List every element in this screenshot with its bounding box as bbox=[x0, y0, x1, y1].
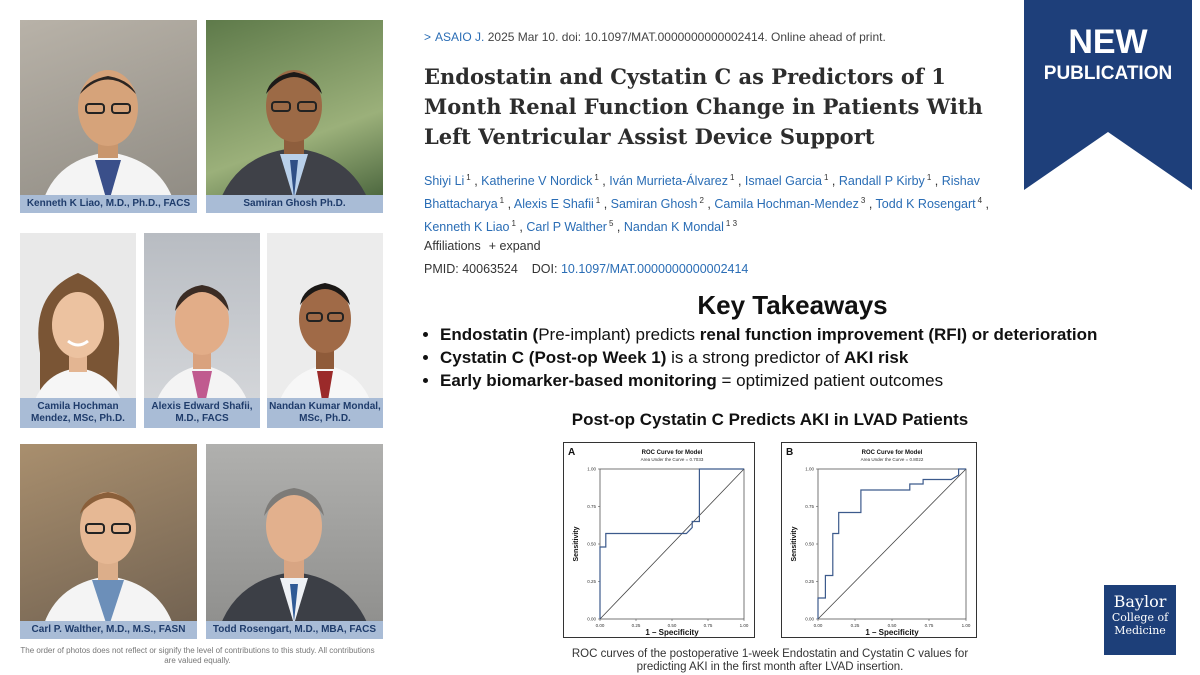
logo-line-3: Medicine bbox=[1114, 624, 1166, 637]
banner-line-new: NEW bbox=[1068, 23, 1148, 61]
pmid-label: PMID: bbox=[424, 262, 459, 276]
author-link[interactable]: Carl P Walther bbox=[526, 220, 607, 235]
portrait-samiran-ghosh bbox=[206, 20, 383, 213]
takeaway-text: is a strong predictor of bbox=[666, 348, 845, 367]
caption-samiran-ghosh: Samiran Ghosh Ph.D. bbox=[206, 195, 383, 213]
x-tick-label: 0.50 bbox=[887, 623, 897, 628]
affiliations-label: Affiliations bbox=[424, 239, 481, 253]
roc-auc-subtitle: Area Under the Curve = 0.8022 bbox=[860, 457, 924, 462]
takeaway-text: renal function improvement (RFI) or deterioration bbox=[699, 325, 1098, 344]
logo-line-2: College of bbox=[1111, 611, 1169, 624]
takeaway-text: = optimized patient outcomes bbox=[716, 371, 944, 390]
y-tick-label: 1.00 bbox=[587, 466, 596, 472]
roc-auc-subtitle: Area Under the Curve = 0.7033 bbox=[640, 457, 704, 462]
x-tick-label: 1.00 bbox=[961, 623, 971, 628]
doi-link[interactable]: 10.1097/MAT.0000000000002414 bbox=[560, 262, 749, 276]
photo-samiran-ghosh bbox=[206, 20, 383, 213]
caption-todd-rosengart: Todd Rosengart, M.D., MBA, FACS bbox=[206, 621, 383, 639]
author-affiliation-number[interactable]: 1 bbox=[594, 173, 599, 182]
author-link[interactable]: Rishav Bhattacharya bbox=[424, 174, 980, 212]
photo-kenneth-liao bbox=[20, 20, 197, 213]
figure-caption: ROC curves of the postoperative 1-week Endostatin and Cystatin C values for predicting AKI in the first month after LVAD insertion. bbox=[571, 648, 969, 673]
panel-letter: A bbox=[568, 447, 576, 458]
author-affiliation-number[interactable]: 1 bbox=[511, 219, 516, 229]
author-link[interactable]: Ismael Garcia bbox=[744, 174, 822, 189]
takeaway-item bbox=[440, 369, 1097, 392]
photo-todd-rosengart bbox=[206, 444, 383, 639]
x-axis-label: 1 – Specificity bbox=[645, 628, 699, 637]
affiliations-row bbox=[424, 239, 541, 253]
key-takeaways-list bbox=[420, 323, 1097, 392]
banner-text bbox=[1024, 22, 1192, 86]
y-tick-label: 0.75 bbox=[587, 504, 596, 509]
y-tick-label: 0.25 bbox=[805, 579, 814, 584]
photo-carl-walther bbox=[20, 444, 197, 639]
banner-line-publication: PUBLICATION bbox=[1043, 63, 1173, 84]
portrait-kenneth-liao bbox=[20, 20, 197, 213]
takeaway-text: Cystatin C (Post-op Week 1) bbox=[440, 348, 667, 367]
caption-carl-walther: Carl P. Walther, M.D., M.S., FASN bbox=[20, 621, 197, 639]
author-affiliation-number[interactable]: 1 bbox=[595, 196, 601, 206]
roc-chart-b bbox=[782, 443, 976, 637]
author-link[interactable]: Camila Hochman-Mendez bbox=[714, 197, 859, 212]
takeaway-text: Endostatin ( bbox=[440, 325, 539, 344]
reference-diagonal bbox=[818, 469, 966, 619]
caption-camila-hochman-mendez: Camila Hochman Mendez, MSc, Ph.D. bbox=[20, 398, 136, 428]
author-affiliation-number[interactable]: 1 bbox=[824, 173, 829, 182]
y-tick-label: 0.25 bbox=[587, 579, 596, 584]
photo-nandan-mondal bbox=[267, 233, 383, 428]
portrait-todd-rosengart bbox=[206, 444, 383, 639]
baylor-logo bbox=[1104, 585, 1176, 655]
author-link[interactable]: Shiyi Li bbox=[424, 174, 465, 189]
chevron-right-icon: > bbox=[424, 30, 432, 44]
y-axis-label: Sensitivity bbox=[791, 526, 798, 562]
takeaway-text: AKI risk bbox=[844, 348, 909, 367]
author-link[interactable]: Kenneth K Liao bbox=[424, 220, 510, 235]
x-tick-label: 0.25 bbox=[631, 623, 641, 628]
author-affiliation-number[interactable]: 1 3 bbox=[725, 219, 738, 229]
takeaway-item bbox=[440, 323, 1097, 346]
x-tick-label: 0.25 bbox=[850, 623, 860, 628]
caption-alexis-shafii: Alexis Edward Shafii, M.D., FACS bbox=[144, 398, 260, 428]
caption-nandan-mondal: Nandan Kumar Mondal, MSc, Ph.D. bbox=[267, 398, 383, 428]
citation-details: 2025 Mar 10. doi: 10.1097/MAT.0000000000002414. Online ahead of print. bbox=[487, 30, 886, 44]
x-axis-label: 1 – Specificity bbox=[865, 628, 919, 637]
takeaway-text: Pre-implant) predicts bbox=[538, 325, 700, 344]
y-tick-label: 0.75 bbox=[805, 504, 814, 509]
photo-order-footnote: The order of photos does not reflect or signify the level of contributions to this study. All contributions are valued equally. bbox=[20, 646, 375, 665]
doi-label: DOI: bbox=[531, 262, 558, 276]
x-tick-label: 0.50 bbox=[667, 623, 677, 628]
portrait-carl-walther bbox=[20, 444, 197, 639]
panel-letter: B bbox=[786, 447, 794, 458]
author-affiliation-number[interactable]: 3 bbox=[860, 196, 866, 206]
photo-alexis-shafii bbox=[144, 233, 260, 428]
photo-camila-hochman-mendez bbox=[20, 233, 136, 428]
roc-chart-a bbox=[564, 443, 754, 637]
author-affiliation-number[interactable]: 2 bbox=[699, 196, 704, 206]
expand-affiliations-button[interactable]: + expand bbox=[488, 239, 541, 253]
roc-panel-b bbox=[781, 442, 977, 638]
y-tick-label: 0.50 bbox=[805, 541, 814, 547]
author-link[interactable]: Samiran Ghosh bbox=[610, 197, 698, 212]
pmid-value: 40063524 bbox=[462, 262, 518, 276]
takeaway-item bbox=[440, 346, 1097, 369]
author-list: Shiyi Li $^1$ , Katherine V Nordick $^1$ , Iván Murrieta-Álvarez $^1$ , Ismael Garcia $^1$ , Randall P Kirby $^1$ , Rishav Bhattacharya $^1$ , Alexis E Shafii $^1$ , Samiran Ghosh $^2$ , Camila Hochman-Mendez $^3$ , Todd K Rosengart $^4$ , Kenneth K Liao $^1$ , Carl P Walther $^5$ , Nandan K Mondal $^{1 3}$ bbox=[424, 173, 990, 235]
citation-line bbox=[424, 30, 886, 44]
author-affiliation-number[interactable]: 1 bbox=[499, 196, 505, 206]
author-affiliation-number[interactable]: 1 bbox=[466, 173, 471, 182]
y-tick-label: 0.50 bbox=[587, 541, 596, 547]
reference-diagonal bbox=[600, 469, 744, 619]
x-tick-label: 0.75 bbox=[703, 623, 713, 628]
author-link[interactable]: Todd K Rosengart bbox=[875, 197, 976, 212]
roc-panel-a bbox=[563, 442, 755, 638]
takeaway-text: Early biomarker-based monitoring bbox=[440, 371, 717, 390]
author-link[interactable]: Randall P Kirby bbox=[838, 174, 925, 189]
figure-title: Post-op Cystatin C Predicts AKI in LVAD Patients bbox=[571, 410, 969, 429]
roc-title: ROC Curve for Model bbox=[641, 450, 703, 456]
x-tick-label: 0.00 bbox=[813, 623, 823, 628]
author-link[interactable]: Katherine V Nordick bbox=[481, 174, 593, 189]
author-link[interactable]: Iván Murrieta-Álvarez bbox=[609, 174, 729, 189]
y-tick-label: 1.00 bbox=[805, 466, 814, 472]
key-takeaways-heading: Key Takeaways bbox=[697, 290, 888, 320]
x-tick-label: 1.00 bbox=[739, 623, 749, 628]
roc-title: ROC Curve for Model bbox=[861, 450, 923, 456]
author-affiliation-number[interactable]: 4 bbox=[977, 196, 983, 206]
y-tick-label: 0.00 bbox=[587, 616, 596, 622]
caption-kenneth-liao: Kenneth K Liao, M.D., Ph.D., FACS bbox=[20, 195, 197, 213]
article-title: Endostatin and Cystatin C as Predictors of 1 Month Renal Function Change in Patients With Left Ventricular Assist Device Support bbox=[424, 64, 983, 149]
journal-link[interactable]: ASAIO J. bbox=[435, 30, 485, 44]
y-axis-label: Sensitivity bbox=[573, 526, 580, 562]
author-affiliation-number[interactable]: 1 bbox=[926, 173, 932, 182]
y-tick-label: 0.00 bbox=[805, 616, 814, 622]
author-affiliation-number[interactable]: 1 bbox=[730, 173, 735, 182]
x-tick-label: 0.75 bbox=[924, 623, 934, 628]
author-affiliation-number[interactable]: 5 bbox=[608, 219, 614, 229]
author-link[interactable]: Alexis E Shafii bbox=[513, 197, 594, 212]
x-tick-label: 0.00 bbox=[595, 623, 605, 628]
logo-line-1: Baylor bbox=[1113, 592, 1167, 611]
author-link[interactable]: Nandan K Mondal bbox=[623, 220, 724, 235]
identifiers-row bbox=[424, 262, 748, 276]
